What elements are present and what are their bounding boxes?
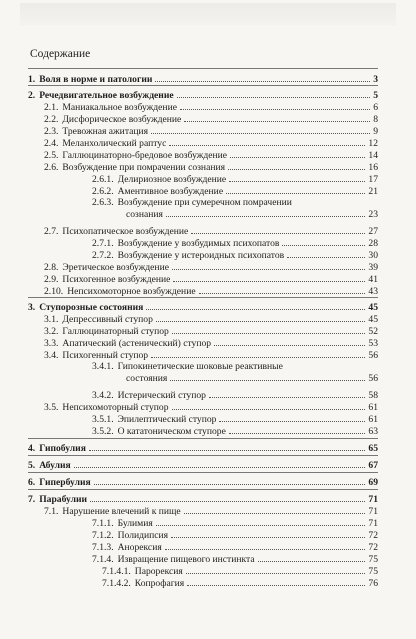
dot-leader xyxy=(177,89,371,98)
toc-entry-page: 14 xyxy=(368,150,378,161)
toc-entry-title: Эпилептический ступор xyxy=(117,414,217,425)
toc-entry-page: 41 xyxy=(368,274,378,285)
toc-entry-number: 2. xyxy=(28,90,36,101)
toc-entry[interactable] xyxy=(28,285,378,298)
toc-entry-page: 76 xyxy=(368,578,378,589)
dot-leader xyxy=(146,301,365,310)
toc-entry[interactable] xyxy=(28,476,378,489)
dot-leader xyxy=(209,389,365,398)
toc-entry-page: 12 xyxy=(368,138,378,149)
dot-leader xyxy=(229,425,366,434)
toc-entry-number: 7.1.2. xyxy=(92,530,114,541)
toc-entry-title: Гипобулия xyxy=(39,443,86,454)
toc-entry-number: 2.10. xyxy=(44,286,64,297)
toc-entry-title: Абулия xyxy=(39,460,71,471)
dot-leader xyxy=(155,73,370,82)
toc-entry-title: Нарушение влечений к пище xyxy=(62,506,181,517)
toc-entry-title: Булимия xyxy=(117,518,153,529)
toc-entry-title: Дисфорическое возбуждение xyxy=(62,114,182,125)
section-divider xyxy=(28,472,378,473)
toc-entry-page: 75 xyxy=(368,554,378,565)
dot-leader xyxy=(191,225,365,234)
toc-entry-page: 61 xyxy=(368,402,378,413)
toc-entry-title: Меланхолический раптус xyxy=(62,138,167,149)
dot-leader xyxy=(169,137,365,146)
dot-leader xyxy=(287,249,365,258)
toc-entry-title: Эретическое возбуждение xyxy=(62,262,169,273)
section-divider xyxy=(28,438,378,439)
toc-entry-page: 69 xyxy=(368,477,378,488)
section-divider xyxy=(28,489,378,490)
dot-leader xyxy=(180,101,370,110)
dot-leader xyxy=(199,285,366,294)
toc-entry-page: 28 xyxy=(368,238,378,249)
toc-entry-number: 2.6. xyxy=(44,162,59,173)
toc-entry-page: 72 xyxy=(368,542,378,553)
toc-entry[interactable] xyxy=(28,73,378,86)
toc-entry-title: Непсихомоторный ступор xyxy=(62,402,169,413)
toc-entry-number: 2.7.1. xyxy=(92,238,114,249)
toc-entry-number: 2.8. xyxy=(44,262,59,273)
dot-leader xyxy=(229,173,365,182)
toc-entry-number: 3.1. xyxy=(44,314,59,325)
toc-entry-title: Депрессивный ступор xyxy=(62,314,153,325)
toc-entry-title: Парабулии xyxy=(39,494,88,505)
toc-entry-number: 2.3. xyxy=(44,126,59,137)
toc-entry-page: 39 xyxy=(368,262,378,273)
toc-entry-title: О кататоническом ступоре xyxy=(117,426,226,437)
toc-entry-page: 45 xyxy=(368,314,378,325)
toc-entry[interactable] xyxy=(28,425,378,438)
toc-entry-title: Возбуждение у возбудимых психопатов xyxy=(117,238,280,249)
toc-entry-number: 2.7. xyxy=(44,226,59,237)
toc-entry-title: состояния xyxy=(126,373,168,384)
toc-entry-title: Возбуждение у истероидных психопатов xyxy=(117,250,285,261)
dot-leader xyxy=(90,493,365,502)
dot-leader xyxy=(151,125,370,134)
dot-leader xyxy=(258,553,366,562)
toc-entry-title: Непсихомоторное возбуждение xyxy=(67,286,196,297)
dot-leader xyxy=(173,273,365,282)
toc-entry-number: 2.6.1. xyxy=(92,174,114,185)
bleed-through-text xyxy=(20,3,396,25)
section-divider xyxy=(28,68,378,69)
toc-entry-number: 7.1.4.2. xyxy=(102,578,131,589)
dot-leader xyxy=(166,208,365,217)
toc-entry-page: 16 xyxy=(368,162,378,173)
dot-leader xyxy=(228,161,365,170)
dot-leader xyxy=(219,413,365,422)
toc-entry-number: 1. xyxy=(28,74,36,85)
dot-leader xyxy=(172,325,366,334)
toc-entry-title: Парорексия xyxy=(134,566,183,577)
toc-entry-number: 2.9. xyxy=(44,274,59,285)
toc-entry-page: 52 xyxy=(368,326,378,337)
toc-entry-number: 2.6.3. xyxy=(92,197,114,208)
toc-entry-title: Галлюцинаторно-бредовое возбуждение xyxy=(62,150,228,161)
toc-entry-title: Истерический ступор xyxy=(117,390,206,401)
toc-entry-number: 7.1. xyxy=(44,506,59,517)
toc-entry-number: 6. xyxy=(28,477,36,488)
toc-entry-page: 67 xyxy=(368,460,378,471)
toc-entry-title: Возбуждение при помрачении сознания xyxy=(62,162,226,173)
toc-entry-page: 75 xyxy=(368,566,378,577)
toc-entry-page: 63 xyxy=(368,426,378,437)
toc-entry-title: Апатический (астенический) ступор xyxy=(62,338,212,349)
toc-entry-page: 45 xyxy=(368,302,378,313)
toc-entry-page: 3 xyxy=(373,74,378,85)
toc-entry-number: 2.1. xyxy=(44,102,59,113)
toc-entry-title: Делириозное возбуждение xyxy=(117,174,227,185)
toc-entry-number: 2.7.2. xyxy=(92,250,114,261)
toc-entry-page: 58 xyxy=(368,390,378,401)
toc-entry-page: 9 xyxy=(373,126,378,137)
toc-entry-number: 3.3. xyxy=(44,338,59,349)
toc-entry[interactable] xyxy=(28,459,378,472)
toc-entry-page: 71 xyxy=(368,494,378,505)
toc-entry-page: 17 xyxy=(368,174,378,185)
toc-entry-page: 6 xyxy=(373,102,378,113)
toc-entry-page: 65 xyxy=(368,443,378,454)
toc-entry-title: Гипербулия xyxy=(39,477,91,488)
toc-entry-number: 7.1.4. xyxy=(92,554,114,565)
dot-leader xyxy=(89,442,366,451)
toc-entry-title: Воля в норме и патологии xyxy=(39,74,153,85)
toc-entry-number: 3.5.2. xyxy=(92,426,114,437)
toc-entry-number: 2.5. xyxy=(44,150,59,161)
section-divider xyxy=(28,455,378,456)
toc-entry-number: 7.1.1. xyxy=(92,518,114,529)
toc-entry-number: 2.6.2. xyxy=(92,186,114,197)
toc-entry-page: 21 xyxy=(368,186,378,197)
toc-entry-page: 5 xyxy=(373,90,378,101)
toc-entry-title: Возбуждение при сумеречном помрачении xyxy=(117,197,292,208)
dot-leader xyxy=(170,372,365,381)
toc-entry[interactable] xyxy=(28,208,378,221)
toc-entry-title: Психогенный ступор xyxy=(62,350,149,361)
toc-entry-title: Психопатическое возбуждение xyxy=(62,226,189,237)
toc-entry-title: сознания xyxy=(126,209,163,220)
toc-entry[interactable] xyxy=(28,442,378,455)
toc-entry-number: 2.4. xyxy=(44,138,59,149)
dot-leader xyxy=(165,541,366,550)
toc-entry-page: 43 xyxy=(368,286,378,297)
toc-entry-number: 3.2. xyxy=(44,326,59,337)
toc-entry-number: 3.5.1. xyxy=(92,414,114,425)
toc-entry-number: 5. xyxy=(28,460,36,471)
dot-leader xyxy=(172,261,365,270)
toc-entry[interactable] xyxy=(28,577,378,590)
toc-entry-number: 3.5. xyxy=(44,402,59,413)
dot-leader xyxy=(226,185,365,194)
toc-entry-number: 3. xyxy=(28,302,36,313)
dot-leader xyxy=(151,349,365,358)
toc-entry-title: Гипокинетические шоковые реактивные xyxy=(117,361,283,372)
dot-leader xyxy=(184,505,366,514)
dot-leader xyxy=(187,577,365,586)
toc-entry-number: 7.1.3. xyxy=(92,542,114,553)
dot-leader xyxy=(282,237,365,246)
toc-entry-title: Речедвигательное возбуждение xyxy=(39,90,174,101)
toc-entry-number: 7.1.4.1. xyxy=(102,566,131,577)
toc-entry-title: Ступорозные состояния xyxy=(39,302,144,313)
toc-entry-page: 72 xyxy=(368,530,378,541)
toc-entry-page: 53 xyxy=(368,338,378,349)
toc-entry-page: 71 xyxy=(368,506,378,517)
toc-entry-number: 3.4. xyxy=(44,350,59,361)
dot-leader xyxy=(186,565,366,574)
dot-leader xyxy=(94,476,366,485)
dot-leader xyxy=(171,529,365,538)
toc-entry-number: 4. xyxy=(28,443,36,454)
toc-entry-page: 71 xyxy=(368,518,378,529)
toc-entry-title: Аментивное возбуждение xyxy=(117,186,224,197)
toc-entry-page: 8 xyxy=(373,114,378,125)
toc-entry-page: 56 xyxy=(368,373,378,384)
toc-entry-number: 7. xyxy=(28,494,36,505)
toc-entry-number: 2.2. xyxy=(44,114,59,125)
dot-leader xyxy=(74,459,366,468)
dot-leader xyxy=(156,313,366,322)
toc-entry-page: 23 xyxy=(368,209,378,220)
dot-leader xyxy=(214,337,365,346)
toc-entry-title: Извращение пищевого инстинкта xyxy=(117,554,255,565)
toc-entry-title: Копрофагия xyxy=(134,578,185,589)
toc-entry-number: 3.4.1. xyxy=(92,361,114,372)
dot-leader xyxy=(184,113,370,122)
toc-entry-page: 56 xyxy=(368,350,378,361)
toc-entry-title: Галлюцинаторный ступор xyxy=(62,326,169,337)
dot-leader xyxy=(172,401,366,410)
toc-entry-page: 61 xyxy=(368,414,378,425)
dot-leader xyxy=(230,149,365,158)
toc-entry-title: Анорексия xyxy=(117,542,162,553)
toc-entry-title: Психогенное возбуждение xyxy=(62,274,171,285)
toc-entry-page: 30 xyxy=(368,250,378,261)
toc-entry-title: Маниакальное возбуждение xyxy=(62,102,177,113)
dot-leader xyxy=(156,517,366,526)
toc-entry[interactable] xyxy=(28,372,378,385)
toc-entry-number: 3.4.2. xyxy=(92,390,114,401)
toc-entry-title: Полидипсия xyxy=(117,530,169,541)
toc-entry-title: Тревожная ажитация xyxy=(62,126,149,137)
toc-heading: Содержание xyxy=(30,48,91,60)
toc-entry-page: 27 xyxy=(368,226,378,237)
